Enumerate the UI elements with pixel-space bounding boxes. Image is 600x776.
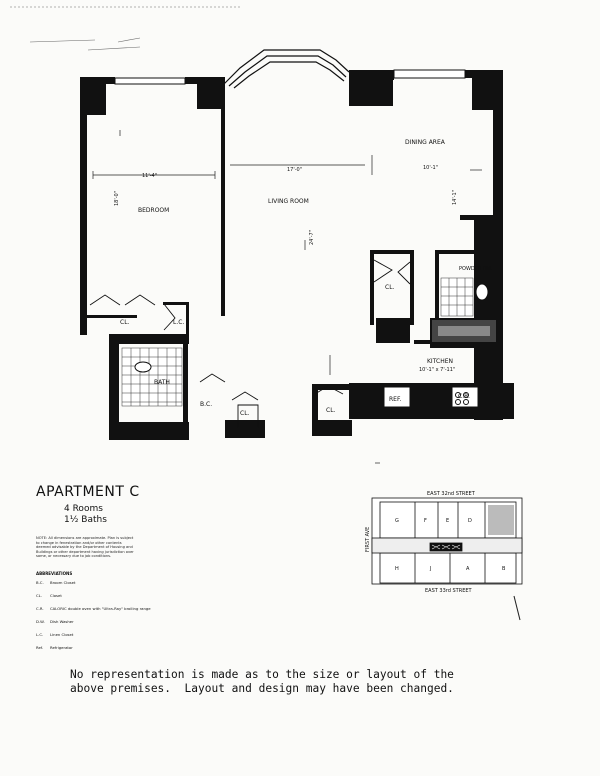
label-bedroom: BEDROOM (138, 207, 170, 214)
label-powder-rm: POWDER RM. (459, 266, 493, 272)
abbreviation-key: C.R. (36, 605, 44, 611)
scan-mark-right (514, 596, 520, 620)
interior-walls (87, 84, 500, 348)
disclaimer: No representation is made as to the size or layout of the above premises. Layout and design may have been changed. (70, 668, 454, 695)
key-street-north: EAST 32nd STREET (427, 491, 475, 497)
abbreviation-key: L.C. (36, 631, 44, 637)
bath-tiles (122, 348, 182, 406)
label-closet-bedroom: CL. (120, 319, 130, 326)
label-living-room: LIVING ROOM (268, 198, 309, 205)
abbreviation-key: B.C. (36, 579, 44, 585)
bay-window (224, 50, 349, 88)
apartment-note: NOTE: All dimensions are approximate. Plan is subject to change in fenestration and/or other contents deemed advisable by the Department of Housing and Buildings or other department having jurisdiction over same, or necessary due to job conditions. (36, 536, 134, 559)
key-unit-b: B (502, 566, 506, 572)
label-closet-living: CL. (385, 284, 395, 291)
scan-marks (10, 7, 240, 50)
abbreviation-meaning: Dish Washer (50, 618, 74, 624)
abbreviation-meaning: Linen Closet (50, 631, 74, 637)
label-refrigerator: REF. (389, 396, 402, 403)
key-street-south: EAST 33rd STREET (425, 588, 472, 594)
label-broom-closet: B.C. (200, 401, 213, 408)
dim-living-length: 24'-7" (309, 229, 315, 245)
abbreviation-meaning: CALORIC double oven with "Ultra-Ray" broiling range (50, 605, 151, 611)
apartment-baths: 1½ Baths (64, 515, 107, 525)
abbreviation-meaning: Closet (50, 592, 62, 598)
abbreviation-row (36, 619, 176, 632)
label-closet-entry: CL. (326, 407, 336, 414)
apartment-legend (36, 484, 176, 658)
abbreviation-key: Ref. (36, 644, 44, 650)
key-unit-a: A (466, 566, 470, 572)
label-bath: BATH (154, 379, 170, 386)
kitchen-counter (432, 320, 496, 342)
abbreviation-key: D.W. (36, 618, 45, 624)
windows (115, 70, 465, 84)
label-kitchen: KITCHEN (427, 358, 453, 365)
dim-dining-length: 14'-1" (452, 189, 458, 205)
apartment-title: APARTMENT C (36, 484, 140, 500)
abbreviation-meaning: Refrigerator (50, 644, 73, 650)
dim-bedroom-length: 18'-0" (114, 190, 120, 206)
abbreviation-row (36, 645, 176, 658)
key-side-label: FIRST AVE (365, 526, 371, 552)
apartment-rooms: 4 Rooms (64, 504, 103, 514)
abbreviation-row (36, 580, 176, 593)
abbreviation-row (36, 632, 176, 645)
abbreviation-key: CL. (36, 592, 42, 598)
abbreviation-row (36, 593, 176, 606)
label-dining-area: DINING AREA (405, 139, 445, 146)
label-caloric-range: C.R. (458, 393, 470, 400)
label-linen-closet: L.C. (173, 319, 185, 326)
label-closet-hall: CL. (240, 410, 250, 417)
abbreviations-title: ABBREVIATIONS (36, 570, 73, 576)
dim-bedroom-width: 11'-4" (142, 173, 158, 179)
dim-dining-width: 10'-1" (423, 165, 439, 171)
key-unit-h: H (395, 566, 399, 572)
abbreviations-list (36, 580, 176, 658)
abbreviation-row (36, 606, 176, 619)
abbreviation-meaning: Broom Closet (50, 579, 76, 585)
key-unit-j: J (430, 566, 432, 572)
dim-kitchen: 10'-1" x 7'-11" (419, 367, 456, 373)
dim-living-width: 17'-0" (287, 167, 303, 173)
key-unit-g: G (395, 518, 399, 524)
key-unit-e: E (446, 518, 450, 524)
key-unit-d: D (468, 518, 472, 524)
key-unit-f: F (424, 518, 427, 524)
